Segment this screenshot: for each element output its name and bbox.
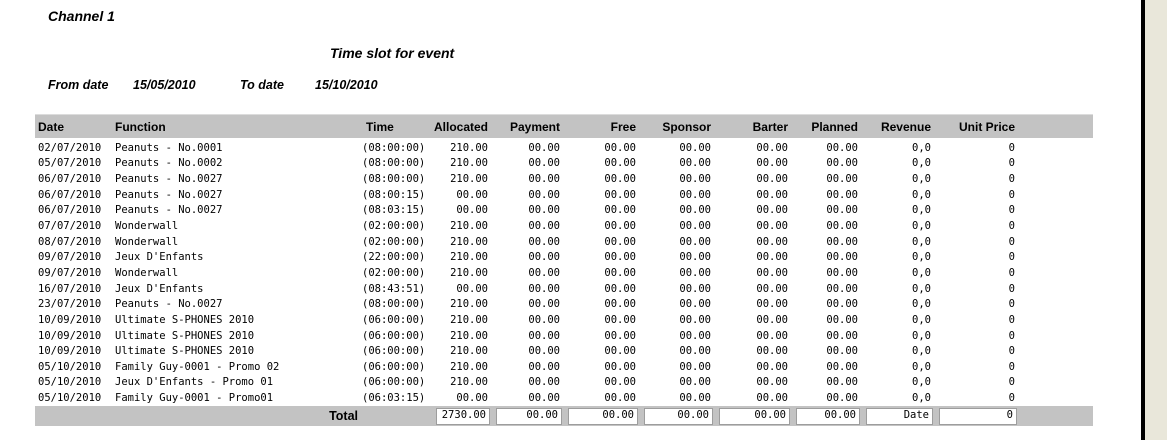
- cell-allocated: 210.00: [450, 157, 488, 170]
- to-date-label: To date: [240, 78, 284, 92]
- cell-date: 05/10/2010: [38, 376, 102, 389]
- from-date-value: 15/05/2010: [133, 78, 196, 92]
- cell-free: 00.00: [604, 204, 636, 217]
- cell-function: Ultimate S-PHONES 2010: [115, 345, 255, 358]
- cell-unit-price: 0: [1008, 220, 1015, 233]
- cell-date: 23/07/2010: [38, 298, 102, 311]
- cell-planned: 00.00: [826, 376, 858, 389]
- cell-function: Peanuts - No.0027: [115, 173, 223, 186]
- cell-revenue: 0,0: [912, 282, 931, 295]
- cell-planned: 00.00: [826, 392, 858, 405]
- cell-date: 05/07/2010: [38, 157, 102, 170]
- cell-barter: 00.00: [756, 282, 788, 295]
- cell-free: 00.00: [604, 188, 636, 201]
- cell-time: (06:00:00): [362, 360, 426, 373]
- cell-planned: 00.00: [826, 204, 858, 217]
- cell-revenue: 0,0: [912, 298, 931, 311]
- cell-barter: 00.00: [756, 376, 788, 389]
- cell-free: 00.00: [604, 173, 636, 186]
- cell-sponsor: 00.00: [679, 345, 711, 358]
- cell-sponsor: 00.00: [679, 251, 711, 264]
- cell-revenue: 0,0: [912, 376, 931, 389]
- cell-planned: 00.00: [826, 188, 858, 201]
- cell-barter: 00.00: [756, 235, 788, 248]
- cell-planned: 00.00: [826, 266, 858, 279]
- cell-date: 09/07/2010: [38, 266, 102, 279]
- cell-time: (06:00:00): [362, 345, 426, 358]
- cell-payment: 00.00: [528, 313, 560, 326]
- total-box-sponsor: 00.00: [644, 408, 713, 425]
- cell-barter: 00.00: [756, 220, 788, 233]
- cell-barter: 00.00: [756, 329, 788, 342]
- cell-function: Family Guy-0001 - Promo 02: [115, 360, 280, 373]
- cell-date: 06/07/2010: [38, 204, 102, 217]
- table-row: [35, 359, 1093, 375]
- cell-unit-price: 0: [1008, 204, 1015, 217]
- cell-date: 10/09/2010: [38, 329, 102, 342]
- cell-revenue: 0,0: [912, 141, 931, 154]
- cell-sponsor: 00.00: [679, 313, 711, 326]
- cell-function: Family Guy-0001 - Promo01: [115, 392, 274, 405]
- cell-function: Peanuts - No.0027: [115, 188, 223, 201]
- total-box-payment: 00.00: [496, 408, 562, 425]
- cell-planned: 00.00: [826, 220, 858, 233]
- cell-function: Wonderwall: [115, 235, 179, 248]
- column-header-barter: Barter: [752, 119, 788, 134]
- cell-planned: 00.00: [826, 345, 858, 358]
- cell-sponsor: 00.00: [679, 282, 711, 295]
- cell-date: 06/07/2010: [38, 188, 102, 201]
- table-row: [35, 156, 1093, 172]
- column-header-time: Time: [366, 119, 394, 134]
- cell-payment: 00.00: [528, 392, 560, 405]
- cell-barter: 00.00: [756, 188, 788, 201]
- cell-revenue: 0,0: [912, 266, 931, 279]
- cell-time: (08:00:00): [362, 141, 426, 154]
- total-box-barter: 00.00: [719, 408, 790, 425]
- cell-allocated: 210.00: [450, 266, 488, 279]
- column-header-allocated: Allocated: [433, 119, 488, 134]
- cell-unit-price: 0: [1008, 188, 1015, 201]
- cell-planned: 00.00: [826, 360, 858, 373]
- cell-barter: 00.00: [756, 360, 788, 373]
- cell-allocated: 210.00: [450, 313, 488, 326]
- cell-free: 00.00: [604, 298, 636, 311]
- cell-planned: 00.00: [826, 251, 858, 264]
- cell-payment: 00.00: [528, 329, 560, 342]
- table-row: [35, 265, 1093, 281]
- cell-revenue: 0,0: [912, 220, 931, 233]
- table-row: [35, 328, 1093, 344]
- cell-allocated: 210.00: [450, 235, 488, 248]
- cell-free: 00.00: [604, 157, 636, 170]
- cell-barter: 00.00: [756, 157, 788, 170]
- cell-payment: 00.00: [528, 157, 560, 170]
- to-date-value: 15/10/2010: [315, 78, 378, 92]
- cell-revenue: 0,0: [912, 204, 931, 217]
- cell-planned: 00.00: [826, 141, 858, 154]
- cell-date: 16/07/2010: [38, 282, 102, 295]
- cell-time: (02:00:00): [362, 235, 426, 248]
- cell-revenue: 0,0: [912, 251, 931, 264]
- cell-unit-price: 0: [1008, 345, 1015, 358]
- cell-sponsor: 00.00: [679, 188, 711, 201]
- cell-free: 00.00: [604, 266, 636, 279]
- total-box-unit-price: 0: [939, 408, 1017, 425]
- cell-free: 00.00: [604, 282, 636, 295]
- table-row: [35, 281, 1093, 297]
- cell-payment: 00.00: [528, 235, 560, 248]
- cell-time: (08:00:00): [362, 298, 426, 311]
- cell-barter: 00.00: [756, 345, 788, 358]
- cell-free: 00.00: [604, 345, 636, 358]
- cell-unit-price: 0: [1008, 313, 1015, 326]
- cell-function: Ultimate S-PHONES 2010: [115, 329, 255, 342]
- cell-planned: 00.00: [826, 298, 858, 311]
- cell-allocated: 210.00: [450, 360, 488, 373]
- cell-barter: 00.00: [756, 266, 788, 279]
- cell-time: (06:00:00): [362, 329, 426, 342]
- table-row: [35, 140, 1093, 156]
- total-row: [35, 406, 1093, 426]
- table-row: [35, 249, 1093, 265]
- cell-date: 09/07/2010: [38, 251, 102, 264]
- cell-date: 05/10/2010: [38, 392, 102, 405]
- table-row: [35, 203, 1093, 219]
- cell-planned: 00.00: [826, 235, 858, 248]
- cell-date: 02/07/2010: [38, 141, 102, 154]
- cell-sponsor: 00.00: [679, 220, 711, 233]
- cell-free: 00.00: [604, 392, 636, 405]
- column-header-unit-price: Unit Price: [958, 119, 1015, 134]
- cell-planned: 00.00: [826, 157, 858, 170]
- cell-unit-price: 0: [1008, 298, 1015, 311]
- cell-date: 10/09/2010: [38, 345, 102, 358]
- total-label: Total: [329, 409, 358, 423]
- total-box-revenue: Date: [866, 408, 933, 425]
- cell-barter: 00.00: [756, 251, 788, 264]
- cell-sponsor: 00.00: [679, 204, 711, 217]
- cell-planned: 00.00: [826, 313, 858, 326]
- cell-revenue: 0,0: [912, 188, 931, 201]
- cell-time: (08:43:51): [362, 282, 426, 295]
- cell-payment: 00.00: [528, 220, 560, 233]
- column-header-date: Date: [38, 119, 65, 134]
- cell-time: (06:00:00): [362, 376, 426, 389]
- cell-time: (02:00:00): [362, 220, 426, 233]
- cell-function: Jeux D'Enfants - Promo 01: [115, 376, 274, 389]
- cell-barter: 00.00: [756, 204, 788, 217]
- cell-function: Peanuts - No.0002: [115, 157, 223, 170]
- cell-function: Jeux D'Enfants: [115, 282, 204, 295]
- cell-allocated: 210.00: [450, 298, 488, 311]
- cell-barter: 00.00: [756, 173, 788, 186]
- cell-free: 00.00: [604, 220, 636, 233]
- cell-barter: 00.00: [756, 392, 788, 405]
- total-box-planned: 00.00: [796, 408, 860, 425]
- cell-unit-price: 0: [1008, 173, 1015, 186]
- cell-allocated: 210.00: [450, 345, 488, 358]
- cell-unit-price: 0: [1008, 235, 1015, 248]
- cell-allocated: 210.00: [450, 173, 488, 186]
- cell-free: 00.00: [604, 313, 636, 326]
- cell-date: 06/07/2010: [38, 173, 102, 186]
- table-row: [35, 343, 1093, 359]
- cell-unit-price: 0: [1008, 141, 1015, 154]
- cell-function: Peanuts - No.0027: [115, 204, 223, 217]
- cell-payment: 00.00: [528, 298, 560, 311]
- cell-allocated: 00.00: [456, 188, 488, 201]
- cell-payment: 00.00: [528, 173, 560, 186]
- cell-unit-price: 0: [1008, 329, 1015, 342]
- table-body: [35, 140, 1093, 406]
- cell-sponsor: 00.00: [679, 235, 711, 248]
- table-row: [35, 375, 1093, 391]
- cell-payment: 00.00: [528, 141, 560, 154]
- cell-revenue: 0,0: [912, 313, 931, 326]
- cell-barter: 00.00: [756, 141, 788, 154]
- report-title: Time slot for event: [330, 45, 455, 61]
- cell-sponsor: 00.00: [679, 360, 711, 373]
- cell-allocated: 00.00: [456, 282, 488, 295]
- cell-function: Peanuts - No.0027: [115, 298, 223, 311]
- cell-allocated: 210.00: [450, 329, 488, 342]
- window-margin: [1145, 0, 1167, 440]
- cell-free: 00.00: [604, 251, 636, 264]
- table-row: [35, 218, 1093, 234]
- cell-revenue: 0,0: [912, 345, 931, 358]
- cell-unit-price: 0: [1008, 376, 1015, 389]
- cell-date: 10/09/2010: [38, 313, 102, 326]
- cell-free: 00.00: [604, 329, 636, 342]
- cell-sponsor: 00.00: [679, 141, 711, 154]
- cell-revenue: 0,0: [912, 235, 931, 248]
- cell-date: 05/10/2010: [38, 360, 102, 373]
- from-date-label: From date: [48, 78, 109, 92]
- table-header-row: [35, 114, 1093, 138]
- cell-payment: 00.00: [528, 251, 560, 264]
- cell-revenue: 0,0: [912, 360, 931, 373]
- cell-free: 00.00: [604, 376, 636, 389]
- cell-allocated: 210.00: [450, 376, 488, 389]
- cell-allocated: 00.00: [456, 204, 488, 217]
- cell-sponsor: 00.00: [679, 173, 711, 186]
- cell-payment: 00.00: [528, 266, 560, 279]
- cell-sponsor: 00.00: [679, 329, 711, 342]
- cell-payment: 00.00: [528, 360, 560, 373]
- column-header-revenue: Revenue: [880, 119, 931, 134]
- cell-time: (22:00:00): [362, 251, 426, 264]
- column-header-function: Function: [115, 119, 166, 134]
- cell-function: Wonderwall: [115, 220, 179, 233]
- cell-allocated: 00.00: [456, 392, 488, 405]
- cell-allocated: 210.00: [450, 220, 488, 233]
- cell-allocated: 210.00: [450, 251, 488, 264]
- cell-time: (08:00:00): [362, 157, 426, 170]
- cell-time: (06:00:00): [362, 313, 426, 326]
- cell-time: (08:03:15): [362, 204, 426, 217]
- cell-payment: 00.00: [528, 345, 560, 358]
- cell-time: (02:00:00): [362, 266, 426, 279]
- cell-sponsor: 00.00: [679, 298, 711, 311]
- cell-barter: 00.00: [756, 313, 788, 326]
- cell-planned: 00.00: [826, 173, 858, 186]
- cell-unit-price: 0: [1008, 282, 1015, 295]
- cell-payment: 00.00: [528, 204, 560, 217]
- cell-unit-price: 0: [1008, 251, 1015, 264]
- cell-free: 00.00: [604, 360, 636, 373]
- cell-planned: 00.00: [826, 329, 858, 342]
- column-header-payment: Payment: [509, 119, 560, 134]
- table-row: [35, 171, 1093, 187]
- table-row: [35, 312, 1093, 328]
- cell-allocated: 210.00: [450, 141, 488, 154]
- cell-function: Peanuts - No.0001: [115, 141, 223, 154]
- cell-planned: 00.00: [826, 282, 858, 295]
- cell-payment: 00.00: [528, 188, 560, 201]
- column-header-sponsor: Sponsor: [662, 119, 711, 134]
- cell-revenue: 0,0: [912, 173, 931, 186]
- column-header-planned: Planned: [811, 119, 858, 134]
- cell-time: (06:03:15): [362, 392, 426, 405]
- cell-time: (08:00:15): [362, 188, 426, 201]
- column-header-free: Free: [610, 119, 636, 134]
- cell-payment: 00.00: [528, 282, 560, 295]
- cell-function: Wonderwall: [115, 266, 179, 279]
- table-row: [35, 296, 1093, 312]
- cell-sponsor: 00.00: [679, 157, 711, 170]
- cell-payment: 00.00: [528, 376, 560, 389]
- cell-revenue: 0,0: [912, 157, 931, 170]
- cell-sponsor: 00.00: [679, 376, 711, 389]
- cell-revenue: 0,0: [912, 392, 931, 405]
- cell-sponsor: 00.00: [679, 392, 711, 405]
- cell-free: 00.00: [604, 235, 636, 248]
- channel-title: Channel 1: [48, 8, 115, 24]
- cell-revenue: 0,0: [912, 329, 931, 342]
- total-box-allocated: 2730.00: [436, 408, 490, 425]
- cell-function: Ultimate S-PHONES 2010: [115, 313, 255, 326]
- cell-free: 00.00: [604, 141, 636, 154]
- cell-unit-price: 0: [1008, 392, 1015, 405]
- cell-unit-price: 0: [1008, 266, 1015, 279]
- total-box-free: 00.00: [568, 408, 638, 425]
- cell-unit-price: 0: [1008, 157, 1015, 170]
- cell-date: 07/07/2010: [38, 220, 102, 233]
- table-row: [35, 234, 1093, 250]
- table-row: [35, 390, 1093, 406]
- cell-time: (08:00:00): [362, 173, 426, 186]
- cell-function: Jeux D'Enfants: [115, 251, 204, 264]
- cell-date: 08/07/2010: [38, 235, 102, 248]
- table-row: [35, 187, 1093, 203]
- cell-sponsor: 00.00: [679, 266, 711, 279]
- cell-unit-price: 0: [1008, 360, 1015, 373]
- cell-barter: 00.00: [756, 298, 788, 311]
